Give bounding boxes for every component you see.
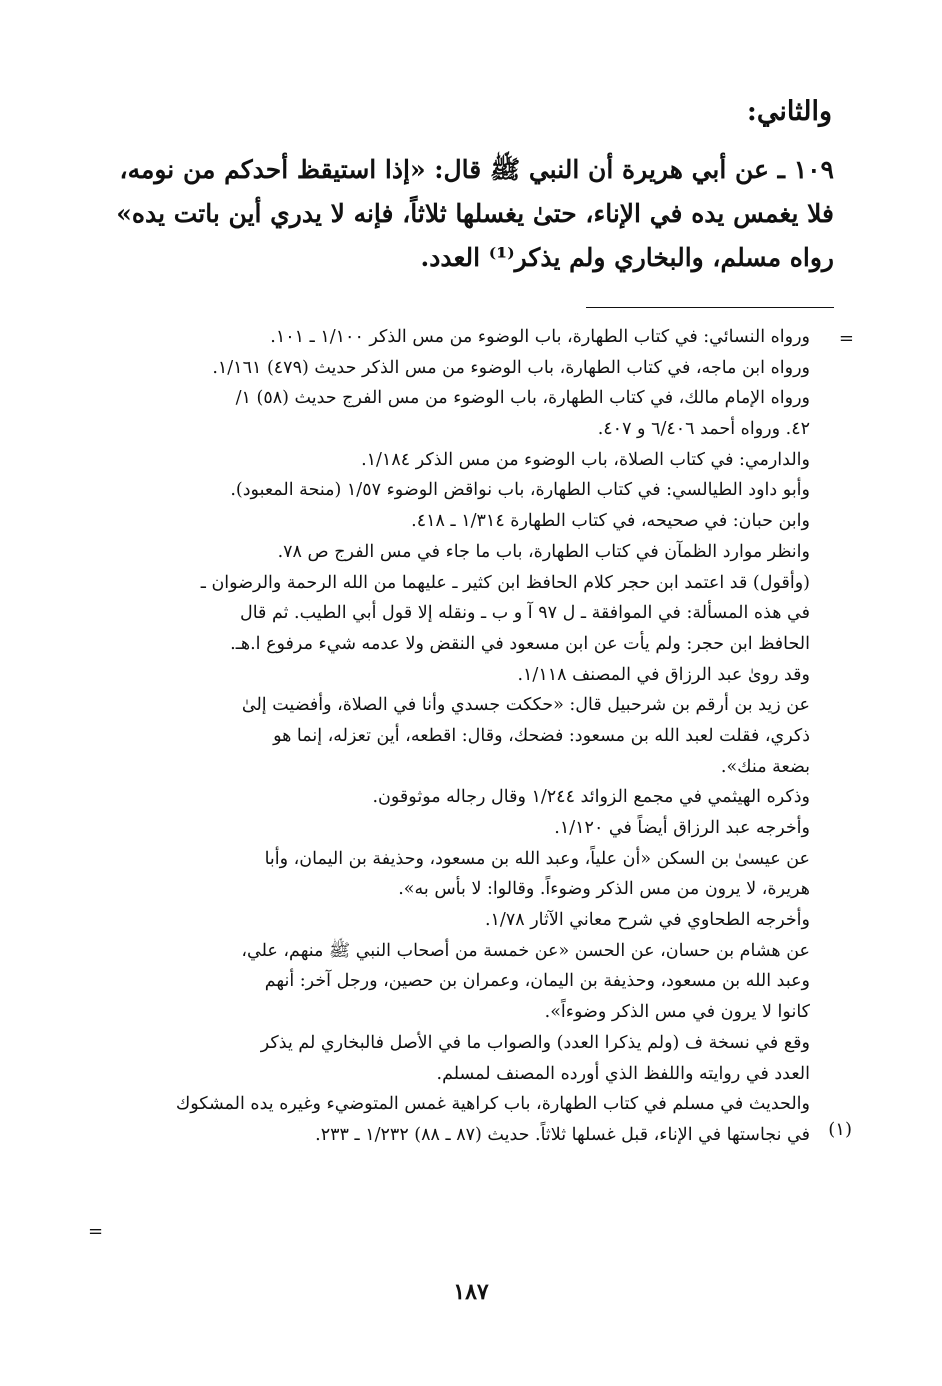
footnotes	[96, 322, 810, 1151]
footnote-line: وابن حبان: في صحيحه، في كتاب الطهارة ١/٣١٤ ـ ٤١٨.	[411, 511, 810, 532]
footnote-line: ورواه النسائي: في كتاب الطهارة، باب الوضوء من مس الذكر ١/١٠٠ ـ ١٠١.	[270, 327, 810, 347]
footnote-line: كانوا لا يرون في مس الذكر وضوءاً».	[544, 1002, 810, 1023]
footnote-line: والدارمي: في كتاب الصلاة، باب الوضوء من مس الذكر ١/١٨٤.	[361, 449, 810, 470]
footnote-line: في هذه المسألة: في الموافقة ـ ل ٩٧ آ و ب ـ ونقله إلا قول أبي الطيب. ثم قال	[239, 603, 810, 624]
footnote-line: عن عيسىٰ بن السكن «أن علياً، وعبد الله بن مسعود، وحذيفة بن اليمان، وأبا	[264, 848, 810, 869]
footnote-line: هريرة، لا يرون من مس الذكر وضوءاً. وقالوا: لا بأس به».	[398, 879, 810, 900]
section-heading: والثاني:	[746, 96, 832, 127]
page-number: ١٨٧	[453, 1279, 489, 1305]
footnote-line: ٤٢. ورواه أحمد ٦/٤٠٦ و ٤٠٧.	[597, 419, 810, 440]
footnote-line: (وأقول) قد اعتمد ابن حجر كلام الحافظ ابن كثير ـ عليهما من الله الرحمة والرضوان ـ	[200, 572, 810, 593]
footnote-line: بضعة منك».	[720, 756, 810, 777]
footnote-line: وأخرجه الطحاوي في شرح معاني الآثار ١/٧٨.	[484, 910, 810, 931]
footnote-line: وقد روىٰ عبد الرزاق في المصنف ١/١١٨.	[517, 664, 810, 685]
footnote-line: الحافظ ابن حجر: ولم يأت عن ابن مسعود في النقض ولا عدمه شيء مرفوع ا.هـ.	[230, 633, 810, 654]
hadith-line: رواه مسلم، والبخاري ولم يذكر⁽¹⁾ العدد.	[420, 243, 834, 272]
hadith-line: ١٠٩ ـ عن أبي هريرة أن النبي ﷺ قال: «إذا استيقظ أحدكم من نومه،	[119, 155, 834, 184]
hadith-text	[100, 148, 834, 280]
continuation-marker-bottom: =	[88, 1221, 104, 1242]
footnote-line: وقع في نسخة ف (ولم يذكرا العدد) والصواب ما في الأصل فالبخاري لم يذكر	[260, 1032, 810, 1053]
footnote-divider	[586, 307, 834, 308]
footnote-line: وانظر موارد الظمآن في كتاب الطهارة، باب ما جاء في مس الفرج ص ٧٨.	[277, 541, 810, 562]
footnote-line: وعبد الله بن مسعود، وحذيفة بن اليمان، وعمران بن حصين، ورجل آخر: أنهم	[264, 971, 810, 992]
footnote-line: وأبو داود الطيالسي: في كتاب الطهارة، باب نواقض الوضوء ١/٥٧ (منحة المعبود).	[230, 480, 810, 501]
continuation-marker-top: =	[838, 328, 854, 349]
hadith-line: فلا يغمس يده في الإناء، حتىٰ يغسلها ثلاثاً، فإنه لا يدري أين باتت يده»	[116, 199, 834, 228]
footnote-line: والحديث في مسلم في كتاب الطهارة، باب كراهية غمس المتوضيء وغيره يده المشكوك	[175, 1094, 810, 1115]
footnote-line: وأخرجه عبد الرزاق أيضاً في ١/١٢٠.	[554, 818, 810, 838]
footnote-line: وذكره الهيثمي في مجمع الزوائد ١/٢٤٤ وقال رجاله موثوقون.	[372, 787, 810, 808]
footnote-line: عن زيد بن أرقم بن شرحبيل قال: «حككت جسدي وأنا في الصلاة، وأفضيت إلىٰ	[241, 695, 810, 716]
footnote-line: العدد في روايته واللفظ الذي أورده المصنف لمسلم.	[436, 1063, 810, 1084]
footnote-line: ذكري، فقلت لعبد الله بن مسعود: فضحك، وقال: اقطعه، أين تعزله، إنما هو	[273, 725, 810, 746]
footnote-line: ورواه الإمام مالك، في كتاب الطهارة، باب الوضوء من مس الفرج حديث (٥٨) ١/	[235, 388, 810, 409]
footnote-line: عن هشام بن حسان، عن الحسن «عن خمسة من أصحاب النبي ﷺ منهم، علي،	[241, 940, 810, 961]
footnote-line: ورواه ابن ماجه، في كتاب الطهارة، باب الوضوء من مس الذكر حديث (٤٧٩) ١/١٦١.	[212, 357, 810, 378]
footnote-number: (١)	[828, 1119, 852, 1140]
footnote-line: في نجاستها في الإناء، قبل غسلها ثلاثاً. حديث (٨٧ ـ ٨٨) ١/٢٣٢ ـ ٢٣٣.	[315, 1124, 810, 1145]
